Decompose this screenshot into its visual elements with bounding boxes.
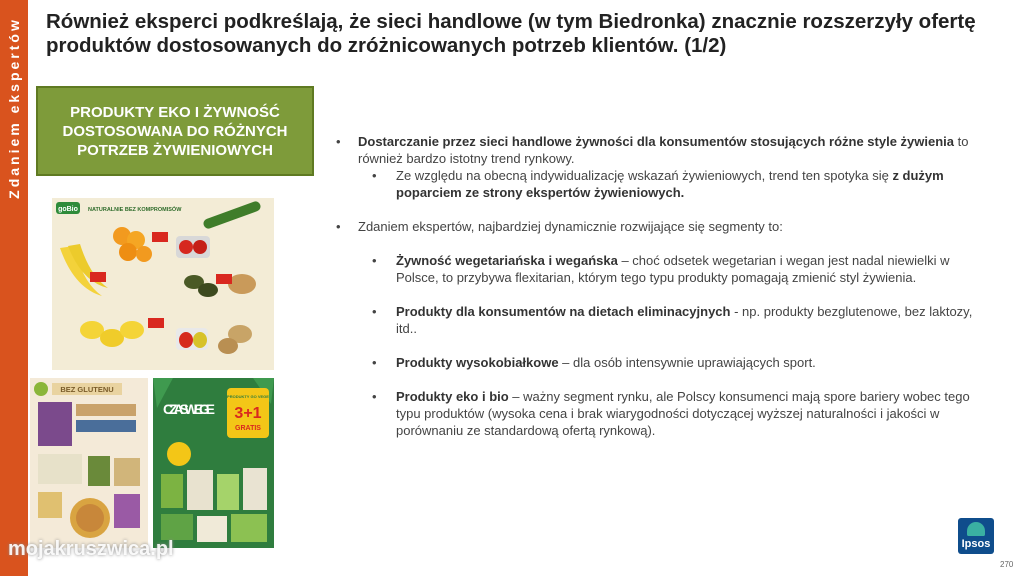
bullet-elimination-diets: • Produkty dla konsumentów na dietach eliminacyjnych - np. produkty bezglutenowe, bez laktozy, itd..	[336, 303, 986, 337]
promo-sub: GRATIS	[235, 425, 261, 432]
ipsos-logo: Ipsos	[958, 518, 994, 554]
bullet-retail-trend: • Dostarczanie przez sieci handlowe żywności dla konsumentów stosujących różne style żywienia to również bardzo istotny trend rynkowy.	[336, 133, 986, 167]
gobio-header: NATURALNIE BEZ KOMPROMISÓW	[88, 207, 182, 213]
promo-main: 3+1	[234, 405, 262, 422]
slide-title: Również eksperci podkreślają, że sieci handlowe (w tym Biedronka) znacznie rozszerzyły ofertę produktów dostosowanych do zróżnicowanych potrzeb klientów. (1/2)	[46, 10, 976, 57]
category-box: PRODUKTY EKO I ŻYWNOŚĆ DOSTOSOWANA DO RÓŻNYCH POTRZEB ŻYWIENIOWYCH	[36, 86, 314, 176]
spacer	[336, 235, 986, 252]
bullet-expert-support: • Ze względu na obecną indywidualizację wskazań żywieniowych, trend ten spotyka się z dużym poparciem ze strony ekspertów żywieniowych.	[336, 167, 986, 201]
spacer	[336, 286, 986, 303]
leaflet-czas-wege-image	[153, 378, 274, 548]
leaflet-gluten-free-graphic	[30, 378, 148, 548]
bullet-segments-intro: • Zdaniem ekspertów, najbardziej dynamicznie rozwijające się segmenty to:	[336, 218, 986, 235]
leaflet-czas-wege-graphic	[153, 378, 274, 548]
czas-wege-headline: CZAS WEGE	[163, 401, 215, 417]
promo-top: PRODUKTY GO VEGE	[227, 394, 269, 399]
gobio-badge: goBio	[58, 206, 78, 213]
spacer	[336, 201, 986, 218]
leaflet-gobio-graphic	[52, 198, 274, 370]
page-number: 270	[1000, 560, 1014, 569]
spacer	[336, 337, 986, 354]
gluten-free-header: BEZ GLUTENU	[60, 385, 114, 394]
side-bar	[0, 0, 28, 576]
leaflet-gluten-free-image	[30, 378, 148, 548]
side-label: Zdaniem ekspertów	[6, 17, 22, 199]
bullet-content	[336, 133, 986, 439]
watermark: mojakruszwica.pl	[8, 538, 174, 560]
bullet-vegetarian: • Żywność wegetariańska i wegańska – choć odsetek wegetarian i wegan jest nadal niewielki w Polsce, to przybywa flexitarian, którym tego typu produkty pomagają zmienić styl żywienia.	[336, 252, 986, 286]
spacer	[336, 371, 986, 388]
bullet-high-protein: • Produkty wysokobiałkowe – dla osób intensywnie uprawiających sport.	[336, 354, 986, 371]
leaflet-gobio-image	[52, 198, 274, 370]
bullet-eco-bio: • Produkty eko i bio – ważny segment rynku, ale Polscy konsumenci mają spore bariery wobec tego typu produktów (wysoka cena i brak wiarygodności dotyczącej wyższej naturalności i jakości w porównaniu ze standardową ofertą rynkową).	[336, 388, 986, 439]
